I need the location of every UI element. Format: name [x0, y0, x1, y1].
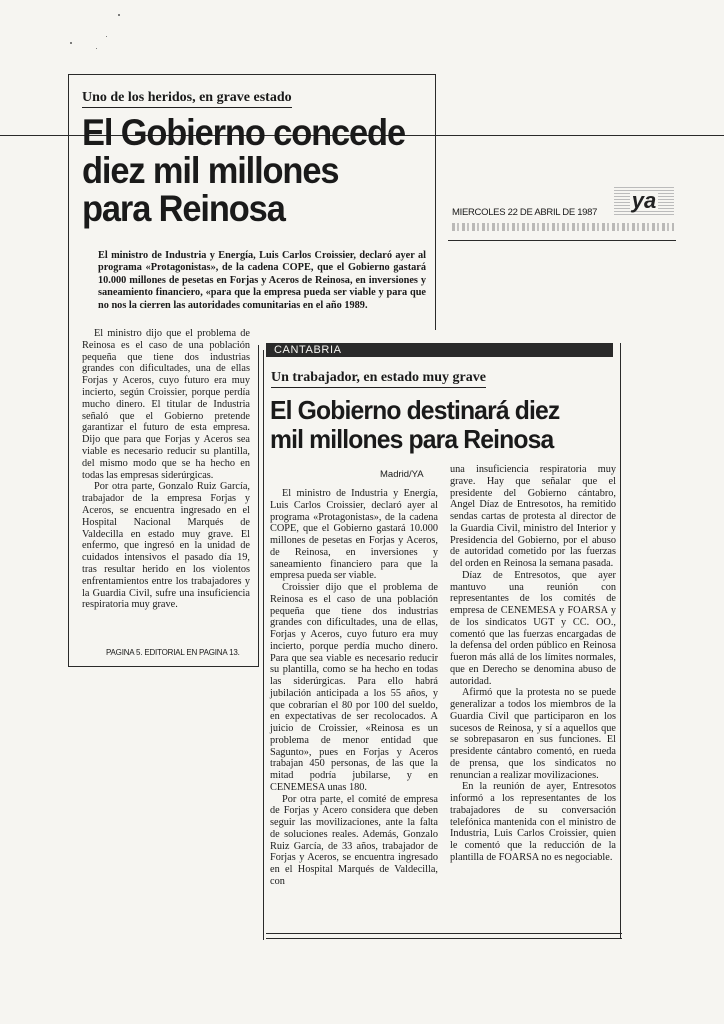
- article1-top-rule: [68, 74, 436, 75]
- article1-inner-rule: [258, 345, 259, 667]
- article2-paragraph: Afirmó que la protesta no se puede generalizar a todos los miembros de la Guardia Civil que participaron en los sucesos de Reinosa, y sí a aquellos que se sobrepasaron en sus funciones. El presidente cántabro comentó, en rueda de prensa, que los sindicatos no renuncian a realizar movilizaciones.: [450, 687, 616, 781]
- scan-speck: [118, 14, 120, 16]
- scan-speck: [96, 48, 97, 49]
- article2-paragraph: Díaz de Entresotos, que ayer mantuvo una reunión con representantes de los comités de empresa de CENEMESA y FOARSA y de los sindicatos UGT y CC. OO., comentó que las fuerzas encargadas de la defensa del orden público en Reinosa fueron más allá de los límites normales, que en Derecho se denomina abuso de autoridad.: [450, 569, 616, 687]
- article1-headline: El Gobierno concede diez mil millones para Reinosa: [82, 112, 405, 229]
- section-label: CANTABRIA: [266, 343, 613, 357]
- masthead-subtitle-strip: [452, 223, 674, 231]
- article2-paragraph: una insuficiencia respiratoria muy grave. Hay que señalar que el presidente del Gobierno cántabro, Angel Díaz de Entresotos, ha remitido sendas cartas de protesta al director de la Guardia Civil, ministro del Interior y Presidencia del Gobierno, por el abuso de autoridad cometido por las fuerzas del orden en Reinosa la semana pasada.: [450, 464, 616, 569]
- article2-right-rule: [620, 343, 621, 938]
- article2-paragraph: En la reunión de ayer, Entresotos informó a los representantes de los trabajadores de su conversación telefónica mantenida con el ministro de Industria, Luis Carlos Croissier, quien le comentó que la reducción de la plantilla de FOARSA no es negociable.: [450, 781, 616, 863]
- article2-paragraph: Croissier dijo que el problema de Reinosa es el caso de una población pequeña que tiene dos industrias grandes con dificultades, una de ellas, Forjas y Aceros, cuyo futuro era muy incierto, porque perdía mucho dinero. Para que sea viable es necesario reducir su plantilla, como se ha hecho en todas las siderúrgicas. Para ello habrá jubilación anticipada a los 55 años, y que cobrarían el 80 por 100 del sueldo, en expectativas de ser recolocados. A juicio de Croissier, «Reinosa es un problema de menor entidad que Sagunto», pues en Forjas y Aceros trabajan 450 personas, de las que la mitad podría jubilarse, y en CENEMESA unas 180.: [270, 582, 438, 793]
- article1-paragraph: El ministro dijo que el problema de Reinosa es el caso de una población pequeña que tiene dos industrias grandes con dificultades, una de ellas Forjas y Aceros, cuyo futuro era muy incierto, según Croissier, porque perdía mucho dinero. El titular de Industria señaló que el Gobierno pretende garantizar el futuro de esta empresa. Dijo que para que Forjas y Aceros sea viable es necesario reducir su plantilla, del mismo modo que se ha hecho en todas las empresas siderúrgicas.: [82, 328, 250, 481]
- article2-left-rule: [263, 350, 264, 940]
- masthead-rule: [448, 240, 676, 241]
- article2-bottom-rule: [266, 933, 622, 934]
- article1-lead: El ministro de Industria y Energía, Luis Carlos Croissier, declaró ayer al programa «Protagonistas», de la cadena COPE, que el Gobierno gastará 10.000 millones de pesetas en Forjas y Aceros de Reinosa, en inversiones y saneamiento financiero, «para que la empresa pueda ser viable y para que no nos la cierren las autoridades comunitarias en el año 1989.: [98, 250, 426, 311]
- newspaper-logo: [614, 187, 674, 215]
- article2-paragraph: Por otra parte, el comité de empresa de Forjas y Acero considera que deben seguir las movilizaciones, ante la falta de soluciones reales. Además, Gonzalo Ruiz García, de 33 años, trabajador de Forjas y Aceros, se encuentra ingresado en el Hospital Marqués de Valdecilla, con: [270, 793, 438, 887]
- dateline: MIERCOLES 22 DE ABRIL DE 1987: [452, 207, 598, 218]
- article2-byline: Madrid/YA: [380, 469, 424, 480]
- article1-left-rule: [68, 74, 69, 667]
- article2-column-1: [270, 488, 438, 888]
- article1-kicker: Uno de los heridos, en grave estado: [82, 90, 292, 108]
- article1-bottom-rule: [68, 666, 258, 667]
- article2-paragraph: El ministro de Industria y Energía, Luis Carlos Croissier, declaró ayer al programa «Protagonistas», de la cadena COPE, que el Gobierno gastará 10.000 millones de pesetas en Forjas y Aceros, de Reinosa, en inversiones y saneamiento financiero para que la empresa pueda ser viable.: [270, 488, 438, 582]
- logo-text: ya: [631, 188, 657, 213]
- article1-right-rule: [435, 74, 436, 330]
- article2-kicker: Un trabajador, en estado muy grave: [271, 370, 486, 388]
- scan-speck: [70, 42, 72, 44]
- article2-bottom-rule: [266, 938, 622, 939]
- article2-column-2: [450, 464, 616, 864]
- article2-headline: El Gobierno destinará diez mil millones para Reinosa: [270, 395, 560, 454]
- article1-footer: PAGINA 5. EDITORIAL EN PAGINA 13.: [106, 648, 240, 657]
- article1-body: [82, 328, 250, 611]
- scan-speck: [106, 36, 107, 37]
- article1-paragraph: Por otra parte, Gonzalo Ruiz García, trabajador de la empresa Forjas y Aceros, se encuentra ingresado en el Hospital Nacional Marqués de Valdecilla en estado muy grave. El enfermo, que ingresó en la unidad de cuidados intensivos el pasado día 19, tras resultar herido en los violentos enfrentamientos entre los trabajadores y la Guardia Civil, sufre una insuficiencia respiratoria muy grave.: [82, 481, 250, 611]
